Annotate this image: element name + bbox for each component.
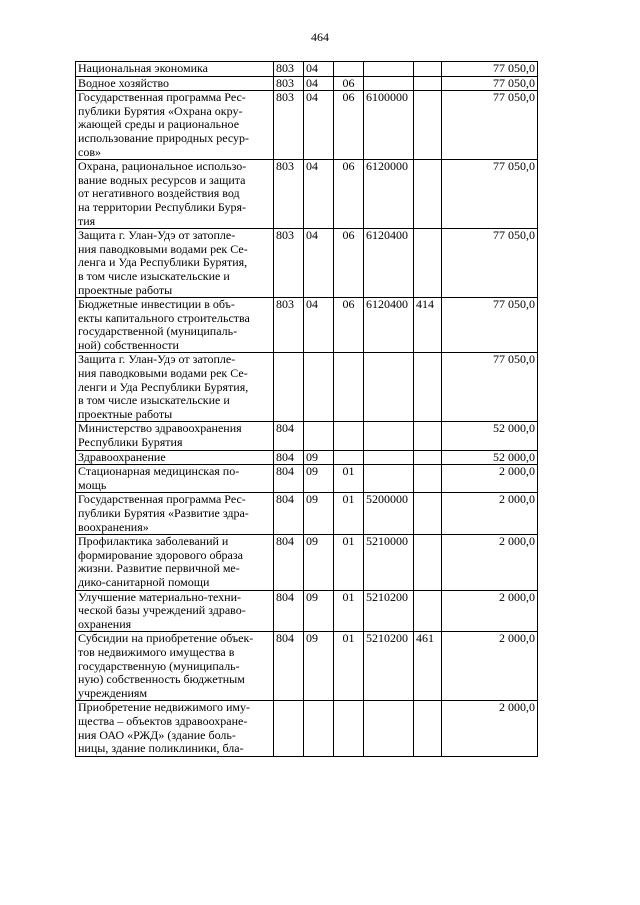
row-code-cell: 804 [274, 422, 304, 450]
row-type-cell [414, 62, 442, 77]
row-section-cell: 09 [304, 450, 334, 465]
row-subsection-cell: 06 [334, 76, 364, 91]
table-row [76, 590, 538, 632]
row-type-cell [414, 422, 442, 450]
row-article-cell: 6120400 [364, 229, 414, 298]
page-number: 464 [311, 30, 329, 44]
table-row [76, 76, 538, 91]
row-article-cell [364, 62, 414, 77]
row-code-cell: 804 [274, 465, 304, 493]
row-section-cell [304, 422, 334, 450]
row-subsection-cell: 01 [334, 465, 364, 493]
row-type-cell [414, 701, 442, 756]
row-name-cell: Профилактика заболеваний и формирование здорового образа жизни. Развитие первичной ме- дико-санитарной помощи [76, 535, 274, 590]
row-type-cell [414, 229, 442, 298]
row-name-cell: Бюджетные инвестиции в объ- екты капитального строительства государственной (муниципаль- ной) собственности [76, 298, 274, 353]
row-code-cell: 804 [274, 535, 304, 590]
row-section-cell [304, 353, 334, 422]
row-name-cell: Приобретение недвижимого иму- щества – объектов здравоохране- ния ОАО «РЖД» (здание боль- ницы, здание поликлиники, бла- [76, 701, 274, 756]
table-row [76, 91, 538, 160]
row-name-cell: Защита г. Улан-Удэ от затопле- ния паводковыми водами рек Се- ленги и Уда Республики Бурятия, в том числе изыскательские и проектные работы [76, 353, 274, 422]
budget-table-body [76, 62, 538, 757]
row-article-cell: 5210000 [364, 535, 414, 590]
row-name-cell: Улучшение материально-техни- ческой базы учреждений здраво- охранения [76, 590, 274, 632]
table-row [76, 701, 538, 756]
row-code-cell [274, 353, 304, 422]
row-code-cell: 803 [274, 91, 304, 160]
row-amount-cell: 77 050,0 [442, 353, 538, 422]
row-type-cell: 461 [414, 632, 442, 701]
row-name-cell: Субсидии на приобретение объек- тов недвижимого имущества в государственную (муниципаль- ную) собственность бюджетным учреждениям [76, 632, 274, 701]
row-article-cell [364, 465, 414, 493]
row-type-cell: 414 [414, 298, 442, 353]
row-amount-cell: 2 000,0 [442, 493, 538, 535]
row-amount-cell: 52 000,0 [442, 450, 538, 465]
table-row [76, 465, 538, 493]
row-code-cell: 803 [274, 62, 304, 77]
row-section-cell: 09 [304, 632, 334, 701]
row-amount-cell: 77 050,0 [442, 160, 538, 229]
row-code-cell: 804 [274, 450, 304, 465]
row-article-cell: 5200000 [364, 493, 414, 535]
row-type-cell [414, 450, 442, 465]
row-code-cell: 803 [274, 76, 304, 91]
row-code-cell: 804 [274, 493, 304, 535]
row-name-cell: Защита г. Улан-Удэ от затопле- ния паводковыми водами рек Се- ленга и Уда Республики Бурятия, в том числе изыскательские и проектные работы [76, 229, 274, 298]
row-code-cell: 804 [274, 590, 304, 632]
table-row [76, 632, 538, 701]
table-row [76, 493, 538, 535]
table-row [76, 422, 538, 450]
row-section-cell: 04 [304, 62, 334, 77]
budget-table [75, 61, 538, 757]
table-row [76, 62, 538, 77]
row-name-cell: Охрана, рациональное использо- вание водных ресурсов и защита от негативного воздействия вод на территории Республики Буря- тия [76, 160, 274, 229]
table-row [76, 229, 538, 298]
row-section-cell: 04 [304, 298, 334, 353]
row-amount-cell: 2 000,0 [442, 632, 538, 701]
row-section-cell: 04 [304, 76, 334, 91]
row-article-cell: 6120400 [364, 298, 414, 353]
row-amount-cell: 2 000,0 [442, 701, 538, 756]
row-amount-cell: 2 000,0 [442, 465, 538, 493]
row-type-cell [414, 590, 442, 632]
row-amount-cell: 2 000,0 [442, 535, 538, 590]
row-code-cell [274, 701, 304, 756]
row-article-cell [364, 701, 414, 756]
row-subsection-cell: 01 [334, 493, 364, 535]
row-subsection-cell [334, 701, 364, 756]
row-amount-cell: 77 050,0 [442, 91, 538, 160]
table-row [76, 353, 538, 422]
row-name-cell: Министерство здравоохранения Республики Бурятия [76, 422, 274, 450]
row-section-cell: 09 [304, 465, 334, 493]
row-amount-cell: 77 050,0 [442, 229, 538, 298]
row-article-cell: 5210200 [364, 632, 414, 701]
row-amount-cell: 77 050,0 [442, 298, 538, 353]
row-type-cell [414, 160, 442, 229]
row-subsection-cell: 01 [334, 535, 364, 590]
row-subsection-cell [334, 62, 364, 77]
table-row [76, 535, 538, 590]
row-section-cell: 04 [304, 160, 334, 229]
row-section-cell: 04 [304, 229, 334, 298]
row-section-cell: 04 [304, 91, 334, 160]
row-subsection-cell: 01 [334, 590, 364, 632]
row-name-cell: Водное хозяйство [76, 76, 274, 91]
row-section-cell: 09 [304, 590, 334, 632]
row-article-cell [364, 422, 414, 450]
row-type-cell [414, 76, 442, 91]
row-article-cell [364, 76, 414, 91]
row-subsection-cell [334, 353, 364, 422]
row-code-cell: 803 [274, 160, 304, 229]
row-name-cell: Здравоохранение [76, 450, 274, 465]
row-article-cell [364, 450, 414, 465]
row-amount-cell: 2 000,0 [442, 590, 538, 632]
row-subsection-cell: 06 [334, 229, 364, 298]
row-subsection-cell: 06 [334, 91, 364, 160]
table-row [76, 450, 538, 465]
row-type-cell [414, 465, 442, 493]
row-amount-cell: 77 050,0 [442, 62, 538, 77]
row-type-cell [414, 493, 442, 535]
row-article-cell: 6120000 [364, 160, 414, 229]
row-section-cell [304, 701, 334, 756]
row-subsection-cell [334, 422, 364, 450]
row-code-cell: 804 [274, 632, 304, 701]
row-article-cell: 6100000 [364, 91, 414, 160]
row-section-cell: 09 [304, 493, 334, 535]
row-section-cell: 09 [304, 535, 334, 590]
row-amount-cell: 77 050,0 [442, 76, 538, 91]
row-code-cell: 803 [274, 229, 304, 298]
row-amount-cell: 52 000,0 [442, 422, 538, 450]
row-name-cell: Национальная экономика [76, 62, 274, 77]
row-name-cell: Стационарная медицинская по- мощь [76, 465, 274, 493]
row-article-cell [364, 353, 414, 422]
row-name-cell: Государственная программа Рес- публики Бурятия «Развитие здра- воохранения» [76, 493, 274, 535]
row-article-cell: 5210200 [364, 590, 414, 632]
row-name-cell: Государственная программа Рес- публики Бурятия «Охрана окру- жающей среды и рациональное использование природных ресур- сов» [76, 91, 274, 160]
row-code-cell: 803 [274, 298, 304, 353]
row-type-cell [414, 535, 442, 590]
row-subsection-cell: 06 [334, 298, 364, 353]
row-subsection-cell: 06 [334, 160, 364, 229]
row-subsection-cell [334, 450, 364, 465]
table-row [76, 160, 538, 229]
row-subsection-cell: 01 [334, 632, 364, 701]
row-type-cell [414, 353, 442, 422]
row-type-cell [414, 91, 442, 160]
table-row [76, 298, 538, 353]
